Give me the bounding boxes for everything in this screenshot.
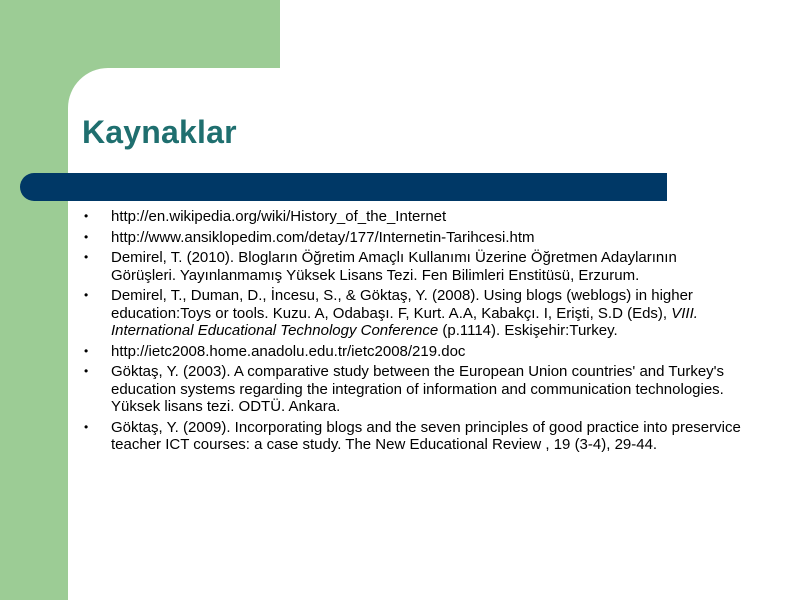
slide-title: Kaynaklar: [82, 114, 237, 150]
bullet-icon: •: [84, 229, 89, 244]
reference-item: [84, 343, 744, 361]
reference-conference-title: VIII. International Educational Technology Conference: [111, 304, 698, 339]
reference-item: [84, 287, 744, 340]
reference-text: Göktaş, Y. (2009). Incorporating blogs and the seven principles of good practice into preservice teacher ICT courses: a case study. The New Educational Review , 19 (3-4), 29-44.: [111, 418, 741, 453]
bullet-icon: •: [84, 250, 89, 264]
bullet-icon: •: [84, 343, 89, 358]
bullet-icon: •: [84, 419, 89, 434]
bullet-icon: •: [84, 364, 89, 378]
decorative-green-top-block: [0, 0, 280, 68]
reference-item: [84, 249, 744, 284]
bullet-icon: •: [84, 288, 89, 302]
reference-text-part: (p.1114). Eskişehir:Turkey.: [438, 322, 618, 339]
reference-text-part: Demirel, T., Duman, D., İncesu, S., & Göktaş, Y. (2008). Using blogs (weblogs) in higher education:Toys or tools. Kuzu. A, Odabaşı. F, Kurt. A.A, Kabakçı. I, Erişti, S.D (Eds),: [111, 287, 693, 322]
title-underline-bar: [20, 173, 667, 201]
reference-text: Demirel, T. (2010). Blogların Öğretim Amaçlı Kullanımı Üzerine Öğretmen Adaylarının Görüşleri. Yayınlanmamış Yüksek Lisans Tezi. Fen Bilimleri Enstitüsü, Erzurum.: [111, 249, 677, 284]
bullet-icon: •: [84, 209, 89, 223]
reference-item: [84, 419, 744, 454]
reference-item: [84, 208, 744, 226]
reference-text[interactable]: http://en.wikipedia.org/wiki/History_of_the_Internet: [111, 208, 447, 225]
decorative-green-column: [0, 0, 68, 600]
reference-text: Göktaş, Y. (2003). A comparative study between the European Union countries' and Turkey's education systems regarding the integration of information and communication technologies. Yüksek lisans tezi. ODTÜ. Ankara.: [111, 363, 725, 415]
reference-item: [84, 363, 744, 416]
reference-list: [84, 208, 744, 457]
reference-text[interactable]: http://www.ansiklopedim.com/detay/177/Internetin-Tarihcesi.htm: [111, 228, 535, 246]
reference-text[interactable]: http://ietc2008.home.anadolu.edu.tr/ietc2008/219.doc: [111, 342, 466, 360]
reference-item: [84, 229, 744, 247]
